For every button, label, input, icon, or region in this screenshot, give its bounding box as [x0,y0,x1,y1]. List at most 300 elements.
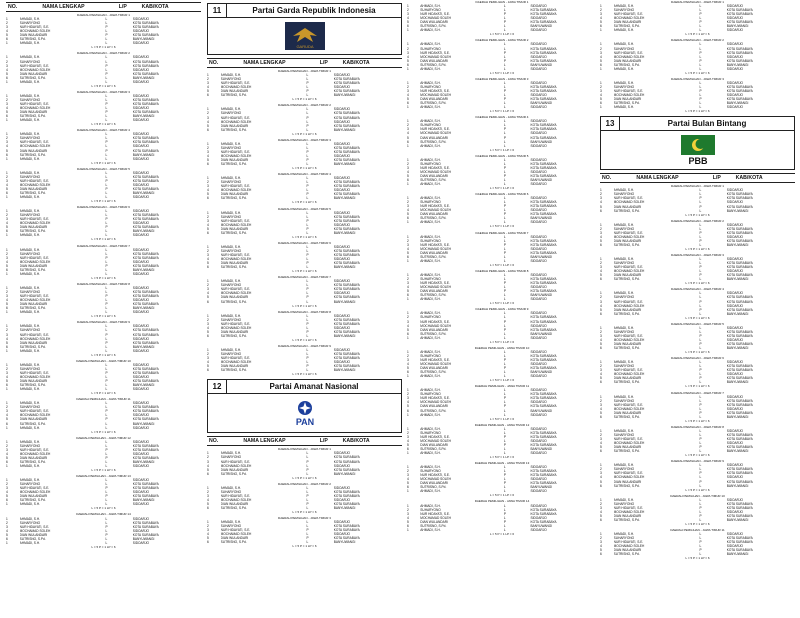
cell-no: 6 [600,552,602,557]
cell-nama: NUR HIDAYATI, S.E. [420,165,450,170]
cell-kab: SIDOARJO [333,188,351,193]
cell-lp: L [503,315,506,320]
cell-kab: KOTA SURABAYA [530,404,557,409]
cell-lp: L [503,485,506,490]
cell-no: 3 [600,333,602,338]
cell-lp: L [105,17,108,22]
cell-no: 6 [207,471,209,476]
cell-no: 2 [407,200,409,205]
cell-lp: L [699,42,702,47]
cell-lp: P [105,455,108,460]
cell-lp: P [503,127,507,132]
cell-lp: P [306,493,309,498]
cell-lp: L [306,348,309,353]
cell-kab: KOTA SURABAYA [726,536,753,541]
cell-kab: SIDOARJO [333,153,351,158]
dapil-title: DAERAH PEMILIHAN - JAWA TIMUR 1 [671,0,724,4]
cell-kab: BANYUWANGI [132,536,155,541]
cell-lp: L [105,136,108,141]
cell-lp: P [503,404,507,409]
cell-lp: P [306,253,309,258]
cell-kab: SIDOARJO [726,93,744,98]
cell-lp: L [503,169,506,174]
cell-kab: SIDOARJO [726,509,744,514]
cell-kab: KOTA SURABAYA [726,273,753,278]
header-nama: NAMA LENGKAP [42,4,85,10]
cell-nama: DIAN WULANDARI [220,89,249,94]
cell-kab: KOTA SURABAYA [530,238,557,243]
cell-lp: L [699,517,702,522]
cell-lp: P [105,447,108,452]
cell-nama: AHMADI, S.H. [19,233,41,238]
cell-lp: L [105,463,108,468]
cell-kab: SIDOARJO [530,273,547,277]
cell-lp: L [503,220,506,225]
cell-no: 5 [6,225,8,230]
cell-kab: BANYUWANGI [726,380,749,385]
cell-no: 3 [6,370,8,375]
cell-no: 4 [600,372,602,377]
cell-kab: KOTA SURABAYA [333,329,360,334]
pbb-logo-icon [681,135,715,165]
cell-nama: AHMADI, S.H. [420,335,441,340]
cell-nama: MOCHAMAD SOLEH [19,413,51,418]
gender-summary: L = 5 P = 1 LP = 6 [91,429,116,434]
cell-no: 4 [6,182,8,187]
party-box-p11 [207,3,402,55]
cell-lp: L [306,248,309,253]
cell-no: 5 [6,417,8,422]
cell-lp: L [699,234,702,239]
cell-lp: L [503,335,506,340]
cell-nama: NUR HIDAYATI, S.E. [19,63,50,68]
header-lp: L/P [319,438,328,445]
dapil-block [6,320,201,356]
cell-no: 3 [407,281,409,286]
svg-text:PBB: PBB [687,156,708,166]
cell-nama: MOCHAMAD SOLEH [613,337,645,342]
cell-lp: L [105,156,108,161]
gender-summary: L = 5 P = 1 LP = 6 [489,378,515,383]
cell-no: 2 [407,161,409,166]
cell-kab: KOTA SURABAYA [333,123,360,128]
cell-no: 4 [600,200,602,205]
cell-kab: KOTA SURABAYA [333,149,360,154]
cell-nama: SUHARYONO [420,315,441,320]
dapil-title: DAERAH PEMILIHAN - JAWA TIMUR 10 [474,345,530,350]
cell-kab: KOTA SURABAYA [726,8,753,13]
dapil-block [407,461,597,497]
cell-lp: P [105,379,108,384]
cell-lp: L [503,93,506,98]
cell-kab: BANYUWANGI [726,517,749,522]
dapil-block [207,69,402,101]
cell-lp: P [105,370,108,375]
cell-kab: BANYUWANGI [726,483,749,488]
cell-nama: MOCHAMAD SOLEH [420,515,451,520]
dapil-block [407,269,597,305]
cell-lp: L [699,28,702,33]
cell-lp: L [503,477,506,482]
cell-kab: SIDOARJO [132,156,150,161]
cell-kab: KOTA SURABAYA [333,459,360,464]
cell-no: 1 [207,313,209,318]
cell-nama: SUHARYONO [19,97,41,102]
cell-kab: SIDOARJO [333,348,351,353]
cell-nama: AHMADI, S.H. [19,247,41,252]
cell-nama: SUTRISNO, S.Pd. [613,380,640,385]
cell-kab: SIDOARJO [530,220,547,225]
cell-kab: BANYUWANGI [132,229,155,234]
cell-kab: KOTA SURABAYA [333,157,360,162]
cell-no: 1 [407,374,409,379]
cell-nama: AHMADI, S.H. [613,360,635,365]
cell-nama: DIAN WULANDARI [613,410,642,415]
dapil-block [6,13,201,49]
cell-kab: BANYUWANGI [530,139,553,144]
cell-nama: AHMADI, S.H. [19,310,41,315]
cell-nama: AHMADI, S.H. [420,503,441,508]
cell-no: 4 [407,400,409,405]
cell-lp: L [699,269,702,274]
cell-nama: AHMADI, S.H. [19,540,41,545]
header-kab: KAB/KOTA [735,175,763,182]
cell-no: 6 [407,408,409,413]
cell-lp: P [699,368,702,373]
cell-kab: SIDOARJO [530,450,547,455]
cell-no: 4 [600,406,602,411]
cell-nama: AHMADI, S.H. [420,143,441,148]
cell-nama: AHMADI, S.H. [613,532,635,537]
pan-logo-icon [285,398,325,428]
cell-kab: KOTA SURABAYA [132,447,159,452]
cell-nama: MOCHAMAD SOLEH [420,16,451,21]
cell-nama: AHMADI, S.H. [613,28,635,33]
cell-no: 1 [6,439,8,444]
cell-nama: DIAN WULANDARI [220,123,249,128]
cell-lp: P [699,273,702,278]
cell-no: 6 [407,370,409,375]
gender-summary: L = 5 P = 1 LP = 6 [91,468,116,473]
cell-no: 3 [207,184,209,189]
gender-summary: L = 5 P = 1 LP = 6 [292,234,317,239]
cell-nama: MOCHAMAD SOLEH [19,490,51,495]
party-name: Partai Amanat Nasional [269,382,359,392]
cell-nama: DIAN WULANDARI [613,204,642,209]
cell-kab: SIDOARJO [726,406,744,411]
cell-no: 2 [600,226,602,231]
cell-nama: AHMADI, S.H. [613,222,635,227]
cell-no: 4 [207,360,209,365]
cell-nama: MOCHAMAD SOLEH [220,532,252,537]
cell-nama: MOCHAMAD SOLEH [19,182,51,187]
cell-kab: KOTA SURABAYA [530,277,557,282]
cell-nama: NUR HIDAYATI, S.E. [613,540,644,545]
cell-lp: L [503,208,506,213]
cell-lp: L [503,527,506,532]
cell-lp: L [306,455,309,460]
cell-kab: SIDOARJO [132,324,150,329]
cell-nama: DIAN WULANDARI [613,20,642,25]
cell-no: 1 [407,450,409,455]
cell-no: 1 [6,540,8,545]
gender-summary: L = 5 P = 1 LP = 6 [91,314,116,319]
cell-nama: NUR HIDAYATI, S.E. [220,493,251,498]
cell-no: 3 [207,149,209,154]
cell-lp: L [105,174,108,179]
cell-nama: DIAN WULANDARI [613,58,642,63]
cell-lp: P [105,409,108,414]
table-row [600,209,795,213]
cell-no: 4 [407,361,409,366]
cell-lp: L [503,503,506,508]
cell-no: 4 [6,67,8,72]
cell-lp: L [306,85,309,90]
cell-kab: KOTA SURABAYA [333,364,360,369]
dapil-title: DAERAH PEMILIHAN - JAWA TIMUR 7 [77,243,130,248]
cell-nama: MOCHAMAD SOLEH [220,85,252,90]
cell-no: 2 [207,352,209,357]
cell-nama: AHMADI, S.H. [420,426,441,431]
cell-lp: L [699,208,702,213]
gender-summary: L = 5 P = 1 LP = 6 [685,418,710,423]
cell-kab: SIDOARJO [530,503,547,508]
cell-no: 5 [6,186,8,191]
cell-nama: NUR HIDAYATI, S.E. [613,333,644,338]
cell-no: 4 [207,257,209,262]
cell-kab: KOTA SURABAYA [132,494,159,499]
dapil-block [407,307,597,343]
cell-lp: P [306,528,309,533]
cell-lp: P [699,58,702,63]
cell-nama: AHMADI, S.H. [420,374,441,379]
cell-nama: SUHARYONO [220,180,242,185]
cell-lp: L [105,383,108,388]
cell-lp: L [105,405,108,410]
cell-no: 5 [207,329,209,334]
cell-no: 3 [600,471,602,476]
cell-lp: L [699,226,702,231]
cell-no: 1 [600,188,602,193]
cell-nama: DIAN WULANDARI [19,186,48,191]
cell-nama: NUR HIDAYATI, S.E. [220,184,251,189]
cell-kab: KOTA SURABAYA [333,253,360,258]
cell-kab: KOTA SURABAYA [530,135,557,140]
cell-lp: P [503,442,507,447]
cell-no: 1 [600,66,602,71]
cell-kab: SIDOARJO [530,234,547,239]
cell-nama: AHMADI, S.H. [19,118,41,123]
cell-nama: MOCHAMAD SOLEH [613,54,645,59]
cell-lp: L [105,152,108,157]
cell-kab: SIDOARJO [333,463,351,468]
cell-lp: P [306,81,309,86]
cell-kab: SIDOARJO [333,119,351,124]
cell-kab: KOTA SURABAYA [530,469,557,474]
cell-no: 1 [407,119,409,124]
cell-kab: BANYUWANGI [726,62,749,67]
cell-lp: L [699,532,702,537]
cell-no: 2 [6,290,8,295]
cell-kab: KOTA SURABAYA [333,489,360,494]
cell-no: 5 [600,307,602,312]
gender-summary: L = 5 P = 1 LP = 6 [489,493,515,498]
cell-nama: DIAN WULANDARI [613,445,642,450]
cell-no: 2 [600,192,602,197]
cell-no: 2 [6,97,8,102]
gender-summary: L = 5 P = 1 LP = 6 [685,32,710,37]
cell-kab: KOTA SURABAYA [530,366,557,371]
cell-kab: KOTA SURABAYA [530,430,557,435]
cell-no: 2 [6,482,8,487]
cell-nama: MOCHAMAD SOLEH [613,475,645,480]
cell-kab: BANYUWANGI [333,368,356,373]
cell-nama: MOCHAMAD SOLEH [19,298,51,303]
cell-nama: AHMADI, S.H. [19,463,41,468]
dapil-title: DAERAH PEMILIHAN - JAWA TIMUR 13 [76,474,131,479]
cell-kab: KOTA SURABAYA [726,364,753,369]
cell-no: 4 [207,497,209,502]
cell-nama: AHMADI, S.H. [613,325,635,330]
cell-nama: DIAN WULANDARI [19,263,48,268]
cell-nama: NUR HIDAYATI, S.E. [420,281,450,286]
dapil-title: DAERAH PEMILIHAN - JAWA TIMUR 2 [278,481,331,486]
cell-kab: SIDOARJO [530,182,547,187]
cell-nama: DIAN WULANDARI [613,307,642,312]
cell-lp: L [699,200,702,205]
cell-nama: DIAN WULANDARI [220,157,249,162]
cell-nama: AHMADI, S.H. [220,313,242,318]
cell-kab: KOTA SURABAYA [726,196,753,201]
cell-no: 2 [600,364,602,369]
cell-lp: P [699,20,702,25]
dapil-block [407,346,597,382]
cell-no: 4 [207,325,209,330]
cell-no: 4 [6,336,8,341]
dapil-title: DAERAH PEMILIHAN - JAWA TIMUR 8 [278,309,331,314]
cell-nama: AHMADI, S.H. [420,297,441,302]
cell-nama: AHMADI, S.H. [19,286,41,290]
cell-kab: KOTA SURABAYA [530,12,557,17]
cell-kab: KOTA SURABAYA [333,226,360,231]
cell-lp: P [503,88,507,93]
cell-lp: L [699,325,702,330]
cell-nama: DIAN WULANDARI [220,295,249,300]
dapil-title: DAERAH PEMILIHAN - JAWA TIMUR 1 [278,69,331,73]
cell-lp: P [699,342,702,346]
cell-lp: L [503,361,506,366]
cell-nama: MOCHAMAD SOLEH [420,131,451,136]
cell-nama: AHMADI, S.H. [420,311,441,316]
cell-nama: DIAN WULANDARI [19,379,48,384]
cell-nama: AHMADI, S.H. [19,439,41,444]
gender-summary: L = 5 P = 1 LP = 6 [685,350,710,355]
cell-lp: L [503,293,506,298]
cell-nama: SUTRISNO, S.Pd. [220,333,247,338]
dapil-title: DAERAH PEMILIHAN - JAWA TIMUR 3 [278,516,331,521]
cell-no: 4 [6,528,8,533]
cell-no: 1 [600,222,602,227]
cell-lp: L [503,246,506,251]
cell-no: 3 [6,255,8,260]
cell-nama: NUR HIDAYATI, S.E. [220,321,251,326]
cell-kab: BANYUWANGI [333,540,356,545]
dapil-title: DAERAH PEMILIHAN - JAWA TIMUR 1 [475,0,529,4]
cell-kab: SIDOARJO [726,28,744,33]
cell-lp: P [306,321,309,326]
cell-lp: L [699,329,702,334]
header-lp: L/P [712,175,721,182]
cell-no: 1 [207,141,209,146]
cell-no: 4 [6,451,8,456]
cell-nama: MOCHAMAD SOLEH [19,451,51,456]
cell-nama: NUR HIDAYATI, S.E. [220,356,251,361]
cell-no: 1 [407,297,409,302]
dapil-block [6,282,201,318]
cell-kab: KOTA SURABAYA [530,442,557,447]
cell-lp: L [105,421,108,426]
cell-lp: L [105,413,108,418]
cell-nama: DIAN WULANDARI [613,97,642,102]
dapil-title: DAERAH PEMILIHAN - JAWA TIMUR 7 [475,230,529,235]
cell-kab: BANYUWANGI [132,37,155,42]
cell-kab: BANYUWANGI [132,306,155,311]
cell-lp: L [306,506,309,511]
cell-kab: KOTA SURABAYA [132,409,159,414]
cell-nama: SUTRISNO, S.Pd. [420,24,447,29]
cell-kab: SIDOARJO [530,169,547,174]
gender-summary: L = 5 P = 1 LP = 6 [685,212,710,217]
cell-lp: L [699,188,702,193]
cell-nama: SUHARYONO [19,290,41,295]
cell-lp: L [306,153,309,158]
cell-nama: NUR HIDAYATI, S.E. [220,81,251,86]
cell-nama: DIAN WULANDARI [420,173,448,178]
cell-nama: SUTRISNO, S.Pd. [220,368,247,373]
cell-nama: DIAN WULANDARI [420,404,448,409]
cell-no: 1 [6,195,8,200]
cell-kab: SIDOARJO [530,157,547,162]
cell-lp: P [306,218,309,223]
cell-lp: L [503,177,506,182]
gender-summary: L = 5 P = 1 LP = 6 [91,352,116,357]
dapil-block [407,384,597,420]
cell-no: 4 [207,532,209,537]
gender-summary: L = 5 P = 1 LP = 6 [489,301,515,306]
cell-kab: SIDOARJO [333,532,351,537]
cell-lp: P [503,473,507,478]
cell-nama: MOCHAMAD SOLEH [420,477,451,482]
cell-no: 4 [600,234,602,239]
cell-no: 5 [600,376,602,381]
cell-lp: L [306,532,309,537]
dapil-block [6,474,201,510]
cell-lp: L [503,66,506,71]
header-lp: L/P [319,60,328,66]
cell-nama: AHMADI, S.H. [420,157,441,162]
cell-nama: NUR HIDAYATI, S.E. [613,50,644,55]
dapil-title: DAERAH PEMILIHAN - JAWA TIMUR 8 [475,268,529,273]
cell-nama: DIAN WULANDARI [613,479,642,484]
cell-lp: L [699,497,702,502]
cell-lp: L [105,344,108,349]
cell-kab: SIDOARJO [333,360,351,365]
dapil-block [207,275,402,307]
cell-kab: SIDOARJO [530,311,547,316]
cell-no: 5 [600,479,602,484]
cell-kab: SIDOARJO [530,119,547,124]
cell-nama: SUHARYONO [420,430,441,435]
